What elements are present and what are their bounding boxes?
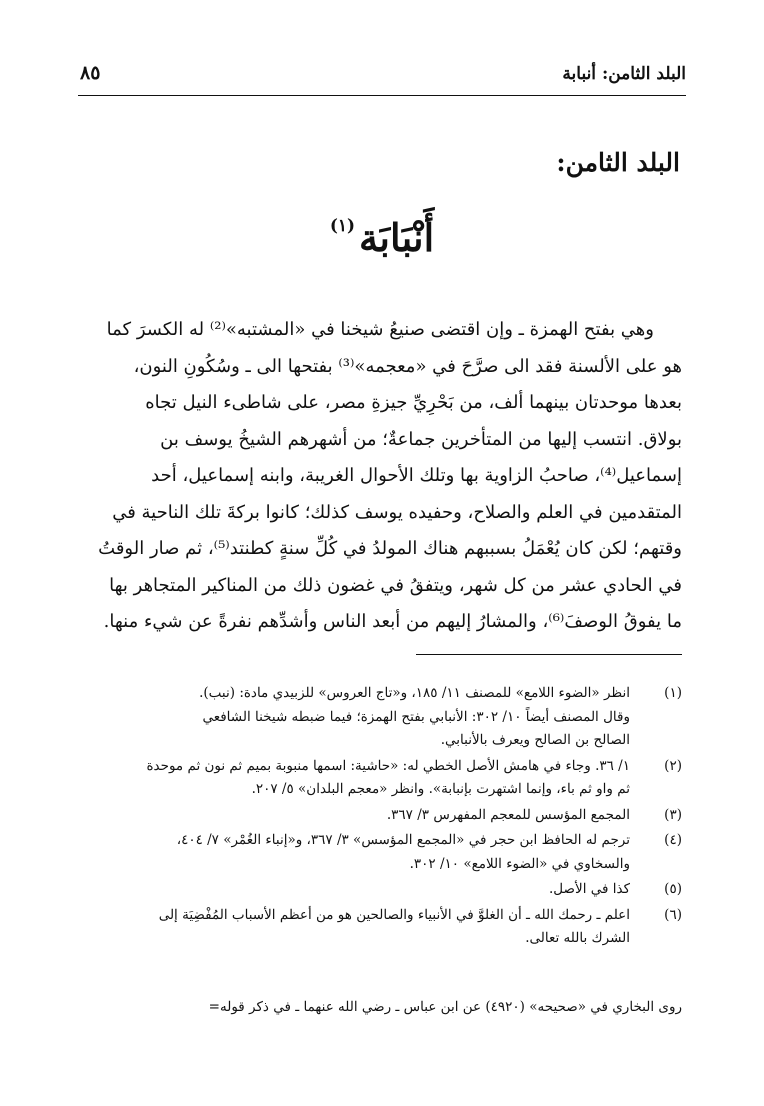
footnote-body [82,878,630,902]
body-line: في الحادي عشر من كل شهر، ويتفقُ في غضون ذلك من المناكير المتجاهر بها [109,574,682,596]
body-line: بولاق. انتسب إليها من المتأخرين جماعةٌ؛ من أشهرهم الشيخُ يوسف بن [160,428,682,450]
footnote-line: المجمع المؤسس للمعجم المفهرس ٣/ ٣٦٧. [386,806,630,823]
footnote-number: (٦) [664,906,682,923]
footnote-line: الشرك بالله تعالى. [525,930,630,946]
place-name: أَنْبَابَة [359,215,435,260]
footnote-line: ١/ ٣٦. وجاء في هامش الأصل الخطي له: «حاشية: اسمها منبوبة بميم ثم نون ثم موحدة [146,757,630,774]
footnote-body [82,755,630,802]
footnote-number: (٢) [664,757,682,774]
place-title [0,215,764,260]
footnote-body [82,804,630,828]
header-rule [78,95,686,96]
body-text [82,312,682,641]
body-line: المتقدمين في العلم والصلاح، وحفيده يوسف كذلك؛ كانوا بركةَ تلك الناحية في [112,501,682,523]
footnote-separator [416,654,682,655]
body-line: ما يفوقُ الوصفَ⁽⁶⁾، والمشارُ إليهم من أبعد الناس وأشدِّهم نفرةً عن شيء منها. [103,611,682,632]
running-title: البلد الثامن: أنبابة [562,64,686,84]
footnote-5 [82,878,682,902]
footnote-line: ثم واو ثم باء، وإنما اشتهرت بإنبابة». وانظر «معجم البلدان» ٥/ ٢٠٧. [251,781,630,797]
footnote-continuation: روى البخاري في «صحيحه» (٤٩٢٠) عن ابن عباس ـ رضي الله عنهما ـ في ذكر قوله= [208,999,682,1015]
footnote-line: اعلم ـ رحمك الله ـ أن الغلوَّ في الأنبياء والصالحين هو من أعظم الأسباب المُفْضِيَة إلى [158,906,630,923]
footnotes [82,682,682,953]
footnote-line: والسخاوي في «الضوء اللامع» ١٠/ ٣٠٢. [409,855,630,872]
footnote-number: (١) [664,685,682,701]
footnote-6 [82,904,682,951]
footnote-3 [82,804,682,828]
place-footnote-mark: (١) [329,216,356,236]
footnote-body [82,682,630,753]
footnote-line: ترجم له الحافظ ابن حجر في «المجمع المؤسس» ٣/ ٣٦٧، و«إنباء الغُمْر» ٧/ ٤٠٤، [176,832,630,848]
footnote-line: وقال المصنف أيضاً ١٠/ ٣٠٢: الأنبابي بفتح الهمزة؛ فيما ضبطه شيخنا الشافعي [202,708,630,725]
section-heading: البلد الثامن: [556,148,680,177]
body-line: بعدها موحدتان بينهما ألف، من بَحْرِيِّ جيزةِ مصر، على شاطىء النيل تجاه [145,392,682,413]
footnote-number: (٣) [664,806,682,823]
body-line: إسماعيل⁽⁴⁾، صاحبُ الزاوية بها وتلك الأحوال الغريبة، وابنه إسماعيل، أحد [151,465,682,486]
footnote-line: كذا في الأصل. [549,881,630,897]
footnote-2 [82,755,682,802]
body-line: وهي بفتح الهمزة ـ وإن اقتضى صنيعُ شيخنا في «المشتبه»⁽²⁾ له الكسرَ كما [106,319,654,340]
body-line: هو على الألسنة فقد الى صرَّحَ في «معجمه»⁽³⁾ بفتحها الى ـ وسُكُونِ النون، [133,355,682,377]
page-number: ٨٥ [80,62,101,84]
footnote-line: انظر «الضوء اللامع» للمصنف ١١/ ١٨٥، و«تاج العروس» للزبيدي مادة: (نبب). [199,685,630,701]
footnote-body [82,904,630,951]
body-line: وقتهم؛ لكن كان يُعْمَلُ بسببهم هناك المولدُ في كُلِّ سنةٍ كطنتد⁽⁵⁾، ثم صار الوقتُ [98,538,682,559]
footnote-body [82,829,630,876]
footnote-number: (٥) [664,881,682,897]
running-header [78,62,686,92]
footnote-4 [82,829,682,876]
footnote-1 [82,682,682,753]
footnote-line: الصالح بن الصالح ويعرف بالأنبابي. [440,732,630,748]
footnote-number: (٤) [664,832,682,848]
